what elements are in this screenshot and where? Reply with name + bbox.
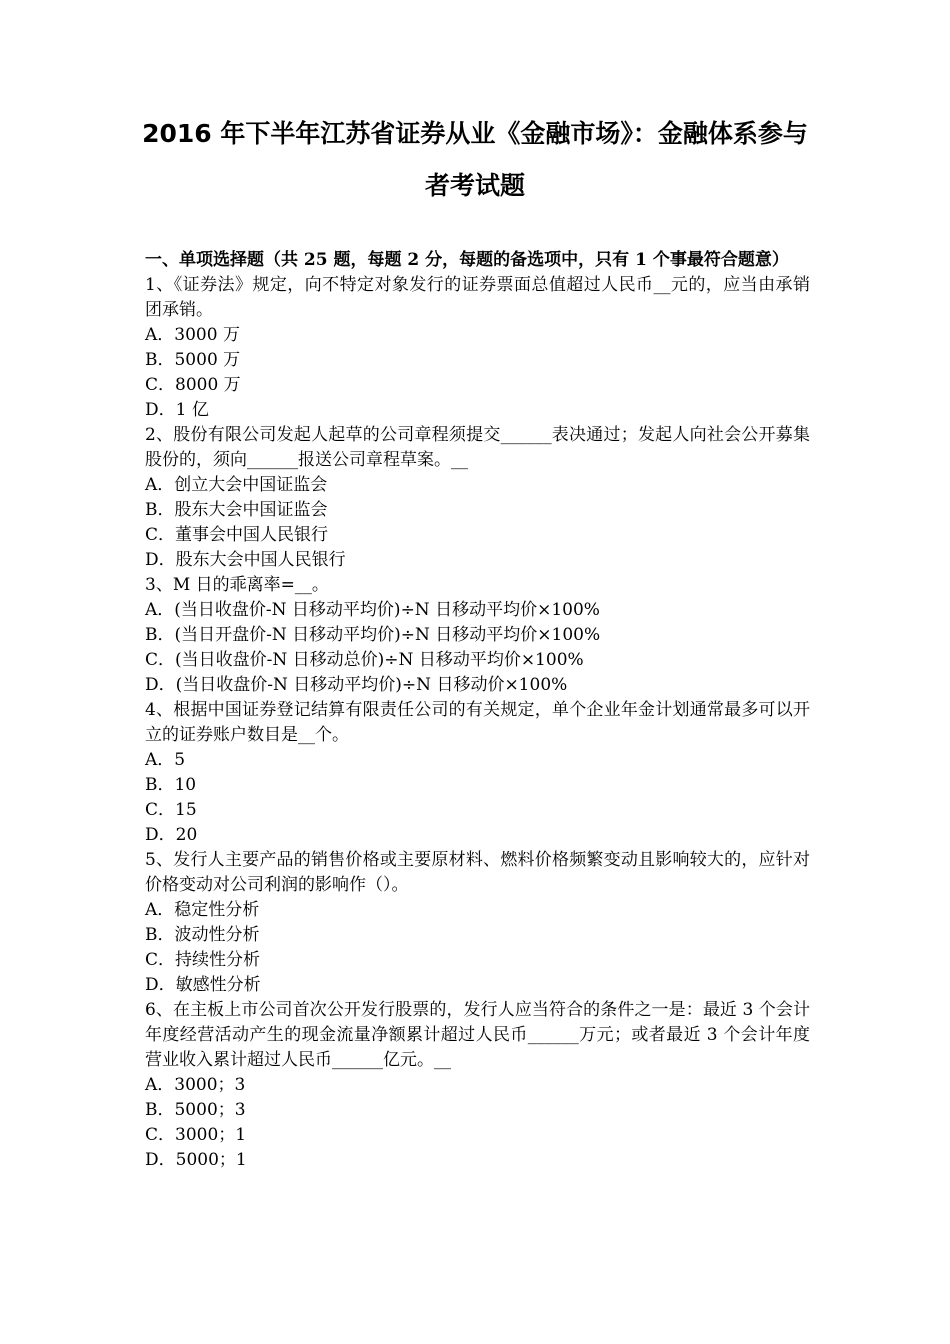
option-d: D．(当日收盘价-N 日移动平均价)÷N 日移动价×100% — [145, 675, 568, 695]
option-b: B．5000；3 — [145, 1100, 246, 1120]
question-1 — [145, 273, 810, 423]
option-c: C．15 — [145, 800, 197, 820]
option-d: D．股东大会中国人民银行 — [145, 550, 346, 570]
document-title-line-2: 者考试题 — [424, 171, 525, 200]
option-b: B．股东大会中国证监会 — [145, 500, 328, 520]
option-c: C．董事会中国人民银行 — [145, 525, 329, 545]
option-a: A．(当日收盘价-N 日移动平均价)÷N 日移动平均价×100% — [145, 600, 600, 620]
option-b: B．(当日开盘价-N 日移动平均价)÷N 日移动平均价×100% — [145, 625, 601, 645]
section-heading: 一、单项选择题（共 25 题，每题 2 分，每题的备选项中，只有 1 个事最符合题意） — [145, 250, 789, 270]
question-stem: 2、股份有限公司发起人起草的公司章程须提交______表决通过；发起人向社会公开募集股份的，须向______报送公司章程草案。__ — [145, 425, 810, 470]
question-6 — [145, 998, 810, 1173]
question-3 — [145, 573, 810, 698]
option-b: B．10 — [145, 775, 197, 795]
option-a: A．创立大会中国证监会 — [145, 475, 328, 495]
option-c: C．持续性分析 — [145, 950, 261, 970]
option-b: B．波动性分析 — [145, 925, 260, 945]
option-d: D．1 亿 — [145, 400, 209, 420]
option-d: D．敏感性分析 — [145, 975, 261, 995]
question-5 — [145, 848, 810, 998]
option-a: A．稳定性分析 — [145, 900, 260, 920]
document-title-line-1: 2016 年下半年江苏省证券从业《金融市场》：金融体系参与 — [142, 119, 808, 148]
option-a: A．3000 万 — [145, 325, 240, 345]
question-2 — [145, 423, 810, 573]
question-stem: 4、根据中国证券登记结算有限责任公司的有关规定，单个企业年金计划通常最多可以开立的证券账户数目是__个。 — [145, 700, 810, 745]
option-d: D．20 — [145, 825, 198, 845]
option-a: A．3000；3 — [145, 1075, 246, 1095]
document-body — [145, 248, 810, 1173]
option-d: D．5000；1 — [145, 1150, 247, 1170]
question-4 — [145, 698, 810, 848]
question-stem: 5、发行人主要产品的销售价格或主要原材料、燃料价格频繁变动且影响较大的，应针对价格变动对公司利润的影响作（）。 — [145, 850, 810, 895]
option-c: C．(当日收盘价-N 日移动总价)÷N 日移动平均价×100% — [145, 650, 584, 670]
question-stem: 3、M 日的乖离率=__。 — [145, 575, 329, 595]
option-b: B．5000 万 — [145, 350, 241, 370]
question-stem: 6、在主板上市公司首次公开发行股票的，发行人应当符合的条件之一是：最近 3 个会计年度经营活动产生的现金流量净额累计超过人民币______万元；或者最近 3 个会计年度营业收入累计超过人民币______亿元。__ — [145, 1000, 810, 1070]
option-c: C．8000 万 — [145, 375, 241, 395]
option-c: C．3000；1 — [145, 1125, 247, 1145]
question-stem: 1、《证券法》规定，向不特定对象发行的证券票面总值超过人民币__元的，应当由承销团承销。 — [145, 275, 810, 320]
option-a: A．5 — [145, 750, 186, 770]
